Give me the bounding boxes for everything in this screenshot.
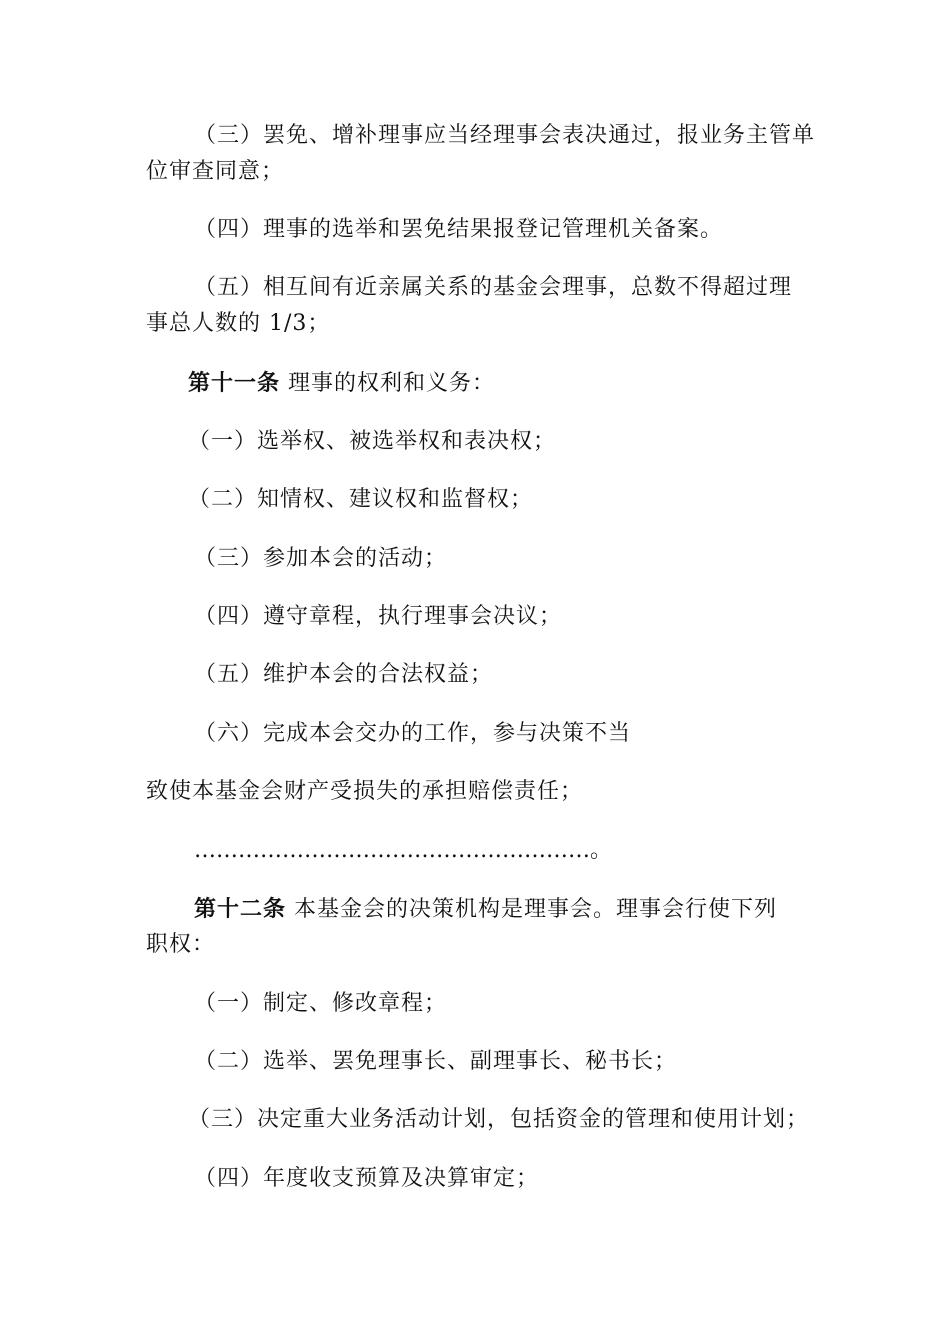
article-11 — [146, 365, 853, 402]
paragraph-5-line-2: 事总人数的 1/3； — [146, 311, 331, 336]
right-item-6-continuation: 致使本基金会财产受损失的承担赔偿责任； — [146, 779, 584, 804]
paragraph-3-line-2: 位审查同意； — [146, 159, 285, 184]
paragraph-3-line-1: （三）罢免、增补理事应当经理事会表决通过，报业务主管单 — [194, 123, 816, 148]
article-12-text: 本基金会的决策机构是理事会。理事会行使下列 — [286, 897, 778, 922]
power-item-3: （三）决定重大业务活动计划，包括资金的管理和使用计划； — [188, 1107, 810, 1132]
right-item-5: （五）维护本会的合法权益； — [194, 662, 494, 687]
right-item-1: （一）选举权、被选举权和表决权； — [188, 429, 557, 454]
article-11-text: 理事的权利和义务： — [280, 371, 496, 396]
power-item-1: （一）制定、修改章程； — [194, 991, 448, 1016]
article-11-heading: 第十一条 — [188, 370, 281, 396]
right-item-6: （六）完成本会交办的工作，参与决策不当 — [194, 721, 632, 746]
article-12-line-2: 职权： — [146, 932, 216, 957]
right-item-4: （四）遵守章程，执行理事会决议； — [194, 604, 563, 629]
power-item-4: （四）年度收支预算及决算审定； — [194, 1166, 540, 1191]
power-item-2: （二）选举、罢免理事长、副理事长、秘书长； — [194, 1049, 678, 1074]
paragraph-5-line-1: （五）相互间有近亲属关系的基金会理事，总数不得超过理 — [194, 275, 793, 300]
article-12-heading: 第十二条 — [194, 896, 287, 922]
ellipsis-line: ………………………………………………。 — [194, 838, 613, 863]
article-12-line-1 — [146, 891, 859, 928]
right-item-3: （三）参加本会的活动； — [194, 546, 448, 571]
right-item-2: （二）知情权、建议权和监督权； — [188, 487, 534, 512]
paragraph-4: （四）理事的选举和罢免结果报登记管理机关备案。 — [194, 217, 724, 242]
